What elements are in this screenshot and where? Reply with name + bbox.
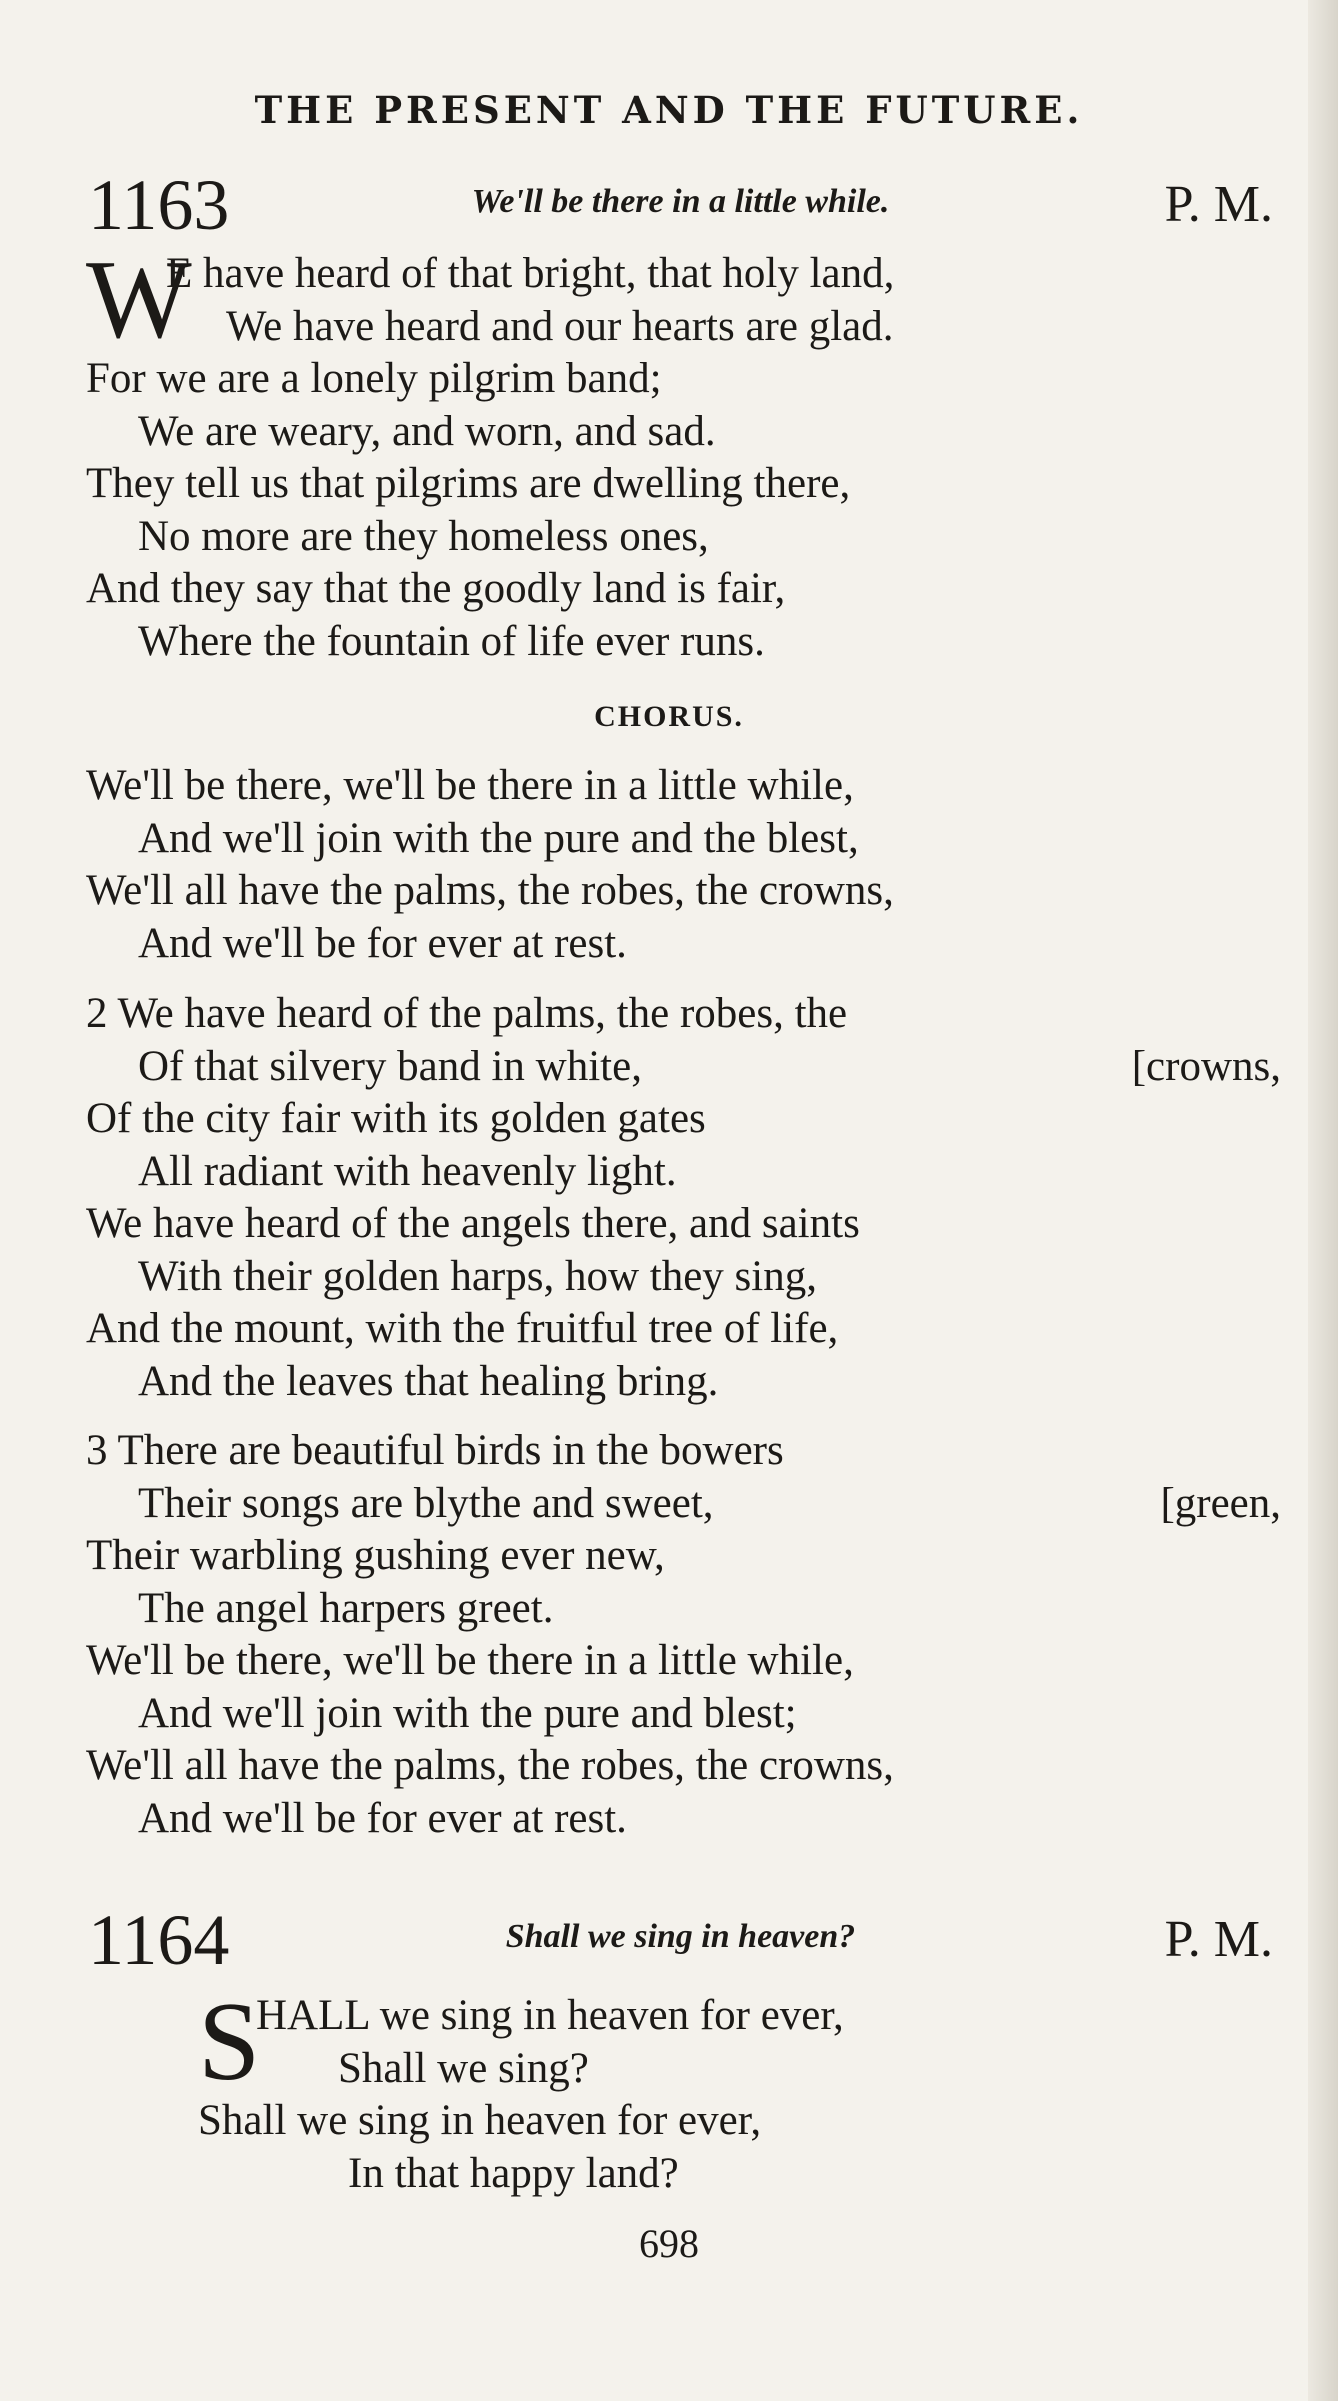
verse-line: We have heard and our hearts are glad. [226,302,894,350]
chorus-line: We'll all have the palms, the robes, the crowns, [86,867,894,914]
hymn-header-1163 [88,165,1273,245]
verse-line: With their golden harps, how they sing, [138,1252,817,1300]
verse-line: They tell us that pilgrims are dwelling there, [86,460,851,507]
dropcap-block [86,238,1281,362]
verse-line-part: Their songs are blythe and sweet, [138,1479,714,1527]
verse-line: In that happy land? [348,2149,679,2197]
verse-line: We'll all have the palms, the robes, the crowns, [86,1742,894,1789]
dropcap-block [198,1980,1198,2104]
verse-line: HALL we sing in heaven for ever, [256,1992,844,2039]
verse-line: Where the fountain of life ever runs. [138,617,765,665]
verse-line-overflow: [green, [1160,1479,1281,1527]
chorus-line: And we'll be for ever at rest. [138,919,627,967]
hymn-number: 1163 [88,165,230,245]
verse-line: And the mount, with the fruitful tree of life, [86,1305,839,1352]
verse-line: And we'll be for ever at rest. [138,1794,627,1842]
hymn-number: 1164 [88,1900,230,1980]
verse-line: We'll be there, we'll be there in a little while, [86,1637,854,1684]
page-number: 698 [639,2221,699,2266]
chorus [86,760,1281,970]
verse-line: And they say that the goodly land is fair, [86,565,786,612]
running-head: THE PRESENT AND THE FUTURE. [254,88,1084,132]
verse-line: And the leaves that healing bring. [138,1357,719,1405]
chorus-line: And we'll join with the pure and the blest, [138,814,859,862]
verse-line-overflow: [crowns, [1131,1042,1281,1090]
page-edge-shadow [1308,0,1338,2401]
verse-line: Of the city fair with its golden gates [86,1095,706,1142]
hymn-meter: P. M. [1164,1911,1273,1968]
hymn-title: Shall we sing in heaven? [505,1918,856,1955]
verse-line-part: Of that silvery band in white, [138,1042,642,1090]
verse-line: E have heard of that bright, that holy land, [166,250,895,297]
verse-line: We have heard of the angels there, and saints [86,1200,860,1247]
hymn-title: We'll be there in a little while. [471,183,890,220]
dropcap-letter: S [198,1980,261,2104]
verse-line: And we'll join with the pure and blest; [138,1689,797,1737]
verse-line [86,1041,1281,1094]
dropcap-letter: W [86,238,192,362]
verse-line: No more are they homeless ones, [138,512,709,560]
chorus-label: CHORUS. [594,700,744,733]
chorus-line: We'll be there, we'll be there in a little while, [86,762,854,809]
verse-line: 3 There are beautiful birds in the bowers [86,1427,784,1474]
stanza-2 [86,988,1281,1408]
verse-line: We are weary, and worn, and sad. [138,407,716,455]
verse-line: The angel harpers greet. [138,1584,554,1632]
verse-line: Shall we sing? [338,2044,589,2092]
hymn-header-1164 [88,1900,1273,1980]
stanza-3 [86,1425,1281,1845]
hymn-meter: P. M. [1164,176,1273,233]
dropcap-lines [166,248,894,353]
dropcap-lines [256,1990,844,2095]
verse-line: 2 We have heard of the palms, the robes, the [86,990,848,1037]
verse-line: For we are a lonely pilgrim band; [86,355,662,402]
verse-line [86,1478,1281,1531]
hymn-1164-stanza [198,1980,1198,2200]
verse-line: All radiant with heavenly light. [138,1147,677,1195]
stanza-1 [86,238,1281,668]
verse-line: Their warbling gushing ever new, [86,1532,665,1579]
verse-line: Shall we sing in heaven for ever, [198,2097,762,2144]
